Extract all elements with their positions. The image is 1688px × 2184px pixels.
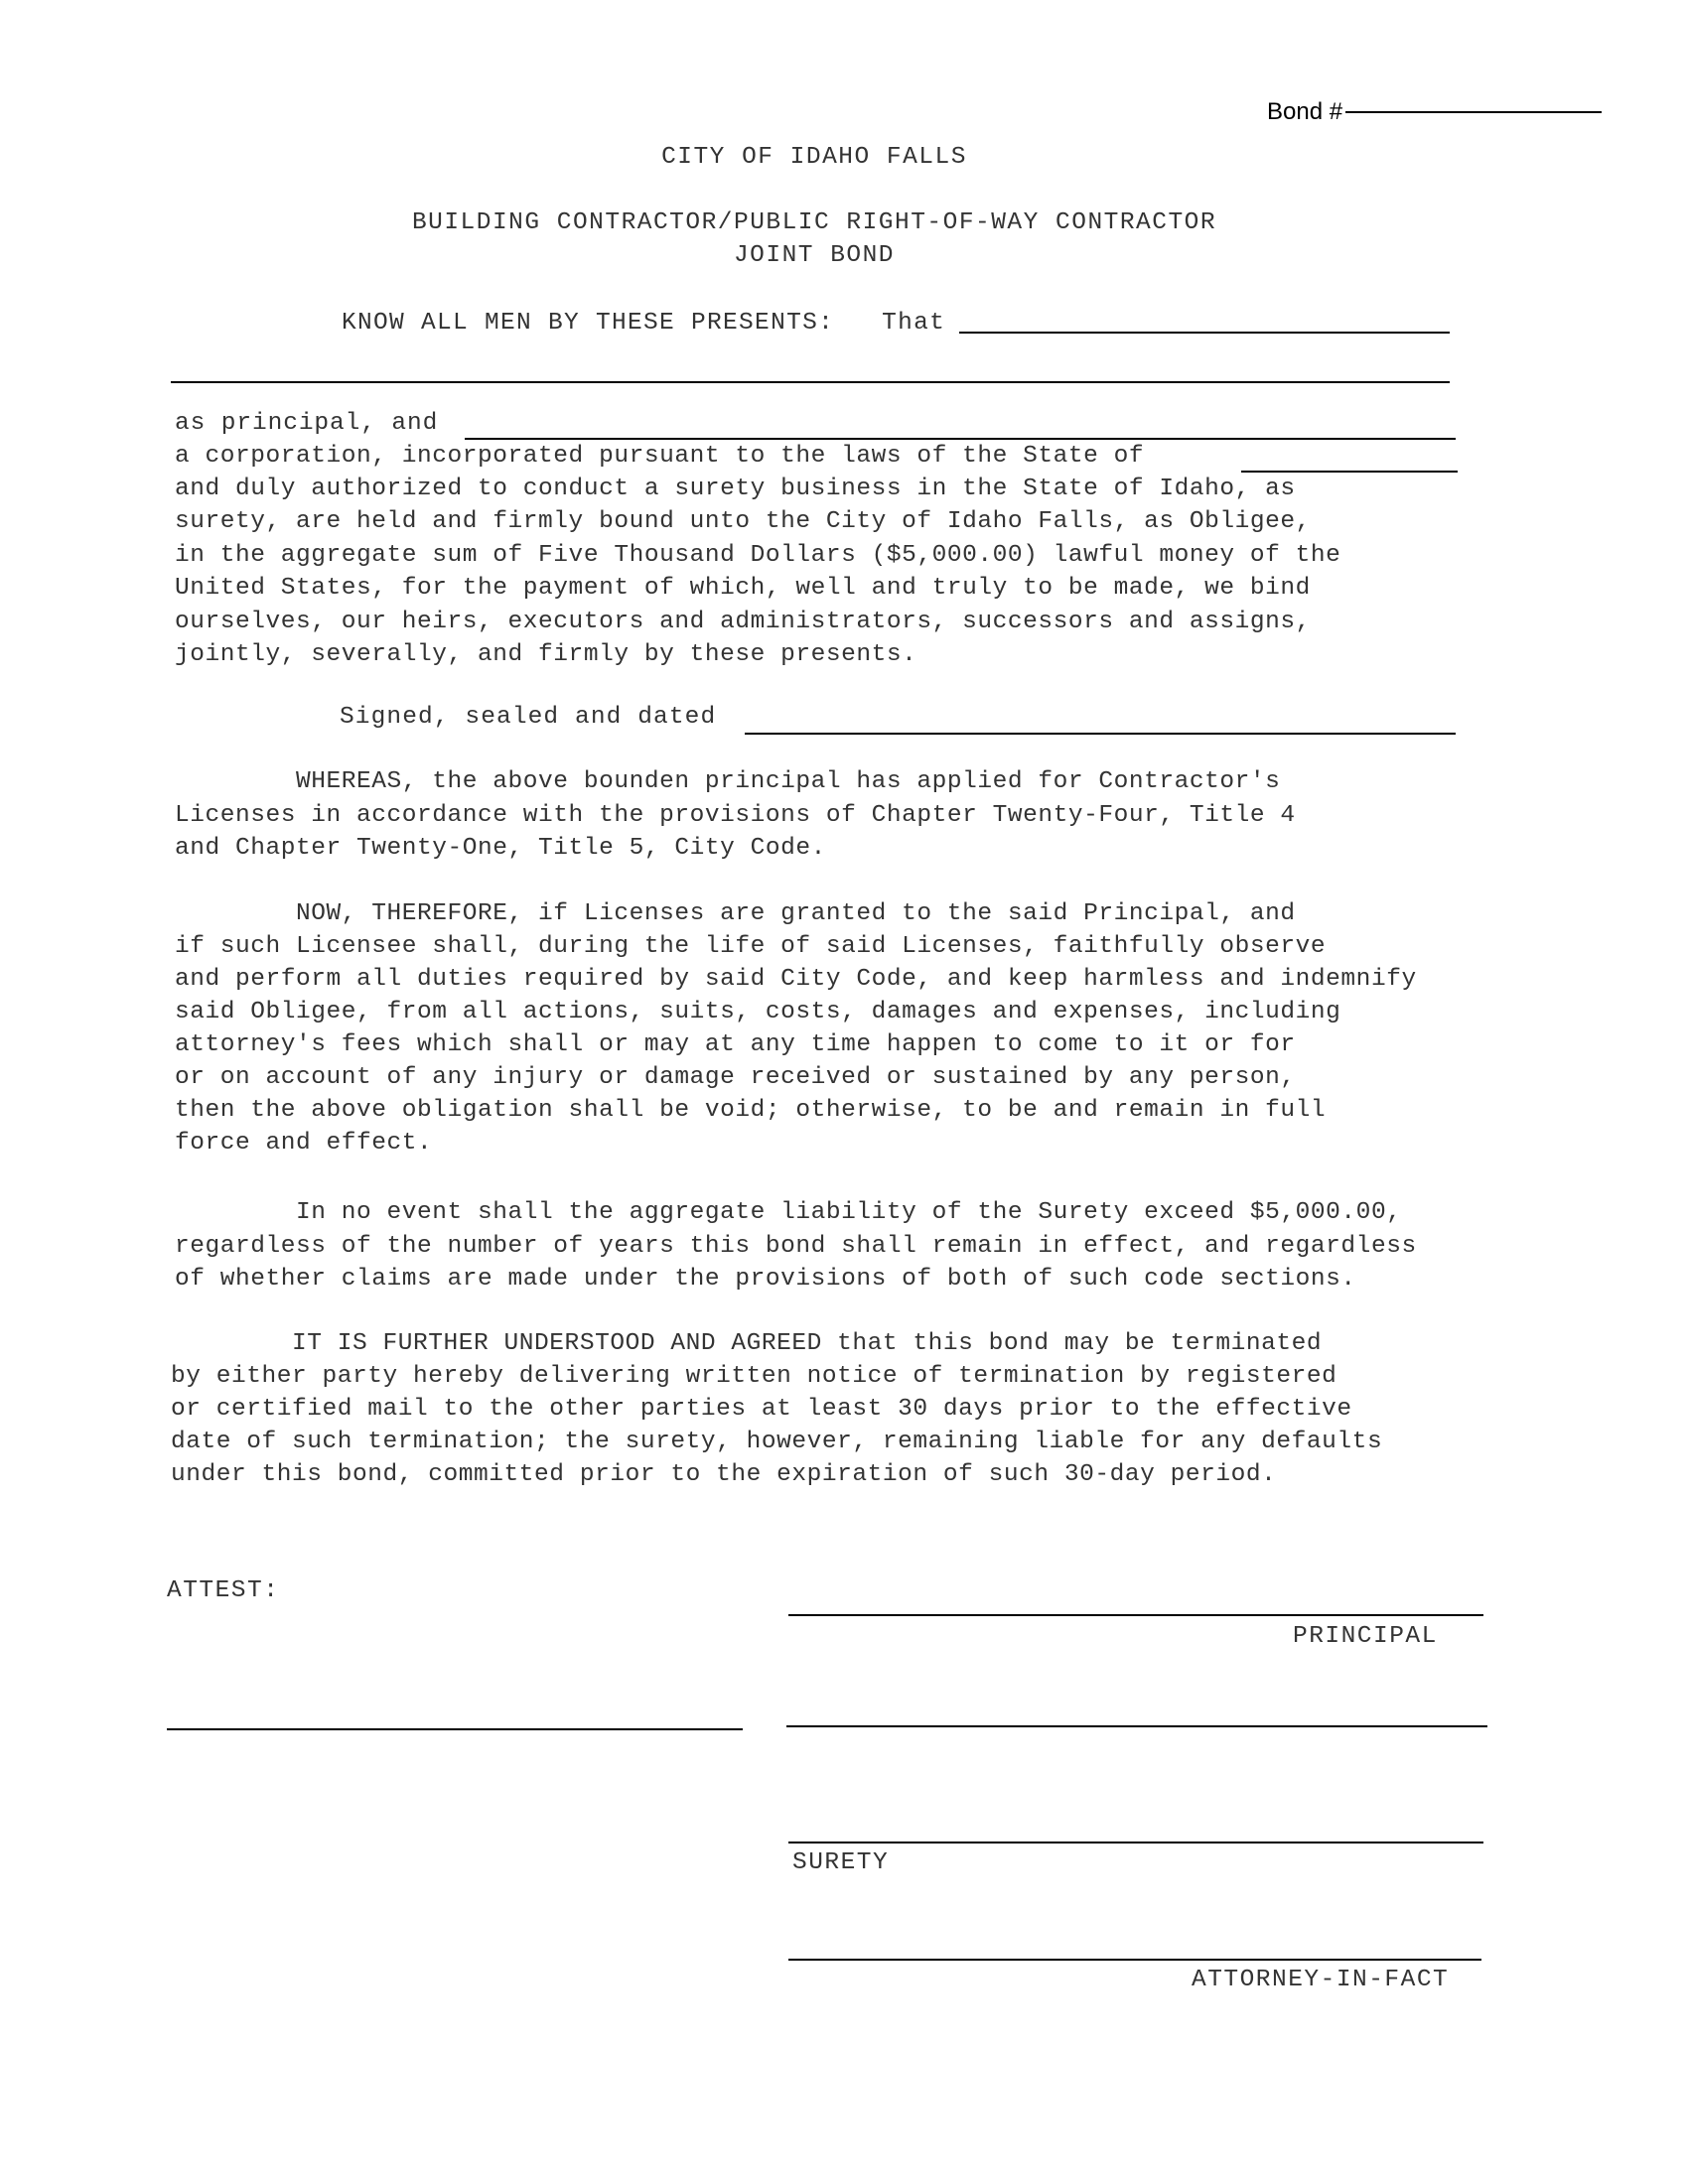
surety-label: SURETY — [792, 1849, 890, 1876]
paragraph-line: of whether claims are made under the provisions of both of such code sections. — [175, 1266, 1356, 1293]
date-field[interactable] — [745, 733, 1456, 735]
paragraph-line: and perform all duties required by said City Code, and keep harmless and indemnify — [175, 966, 1417, 993]
paragraph-line: WHEREAS, the above bounden principal has applied for Contractor's — [175, 768, 1281, 795]
paragraph-line: said Obligee, from all actions, suits, costs, damages and expenses, including — [175, 999, 1341, 1025]
paragraph-line: United States, for the payment of which, well and truly to be made, we bind — [175, 575, 1311, 602]
bond-number-field[interactable] — [1345, 111, 1602, 113]
paragraph-line: surety, are held and firmly bound unto the City of Idaho Falls, as Obligee, — [175, 508, 1311, 535]
paragraph-line: NOW, THEREFORE, if Licenses are granted to the said Principal, and — [175, 900, 1296, 927]
know-all-men-text: KNOW ALL MEN BY THESE PRESENTS: That — [342, 310, 946, 337]
principal-name-field[interactable] — [959, 332, 1450, 334]
paragraph-line: Licenses in accordance with the provisions of Chapter Twenty-Four, Title 4 — [175, 802, 1296, 829]
paragraph-line: or on account of any injury or damage received or sustained by any person, — [175, 1064, 1296, 1091]
paragraph-line: and duly authorized to conduct a surety business in the State of Idaho, as — [175, 476, 1296, 502]
paragraph-line: IT IS FURTHER UNDERSTOOD AND AGREED that this bond may be terminated — [171, 1330, 1323, 1357]
paragraph-line: In no event shall the aggregate liability of the Surety exceed $5,000.00, — [175, 1199, 1402, 1226]
principal-label: PRINCIPAL — [1293, 1623, 1438, 1650]
paragraph-line: date of such termination; the surety, however, remaining liable for any defaults — [171, 1429, 1383, 1455]
paragraph-line: then the above obligation shall be void; otherwise, to be and remain in full — [175, 1097, 1327, 1124]
principal-signature-line[interactable] — [788, 1614, 1483, 1616]
as-principal-text: as principal, and — [175, 410, 439, 437]
paragraph-line: by either party hereby delivering written notice of termination by registered — [171, 1363, 1337, 1390]
bond-number-label: Bond # — [1267, 98, 1343, 125]
paragraph-line: jointly, severally, and firmly by these presents. — [175, 641, 917, 668]
principal-name-field-2[interactable] — [171, 381, 1450, 383]
attest-label: ATTEST: — [167, 1577, 280, 1604]
principal-second-signature-line[interactable] — [786, 1725, 1487, 1727]
signed-sealed-dated-text: Signed, sealed and dated — [340, 704, 717, 731]
attest-signature-line[interactable] — [167, 1728, 743, 1730]
bond-title-line2: JOINT BOND — [733, 242, 896, 269]
paragraph-line: if such Licensee shall, during the life of said Licenses, faithfully observe — [175, 933, 1327, 960]
paragraph-line: under this bond, committed prior to the expiration of such 30-day period. — [171, 1461, 1277, 1488]
attorney-signature-line[interactable] — [788, 1959, 1481, 1961]
attorney-in-fact-label: ATTORNEY-IN-FACT — [1192, 1967, 1450, 1993]
paragraph-line: and Chapter Twenty-One, Title 5, City Code. — [175, 835, 826, 862]
paragraph-line: or certified mail to the other parties at least 30 days prior to the effective — [171, 1396, 1352, 1423]
paragraph-line: force and effect. — [175, 1130, 433, 1157]
paragraph-line: attorney's fees which shall or may at any time happen to come to it or for — [175, 1031, 1296, 1058]
paragraph-line: in the aggregate sum of Five Thousand Dollars ($5,000.00) lawful money of the — [175, 542, 1341, 569]
surety-signature-line[interactable] — [788, 1842, 1483, 1843]
paragraph-line: regardless of the number of years this bond shall remain in effect, and regardless — [175, 1233, 1417, 1260]
paragraph-line: ourselves, our heirs, executors and administrators, successors and assigns, — [175, 609, 1311, 635]
bond-title-line1: BUILDING CONTRACTOR/PUBLIC RIGHT-OF-WAY CONTRACTOR — [411, 209, 1217, 236]
city-title: CITY OF IDAHO FALLS — [661, 144, 967, 171]
paragraph-line: a corporation, incorporated pursuant to the laws of the State of — [175, 443, 1145, 470]
